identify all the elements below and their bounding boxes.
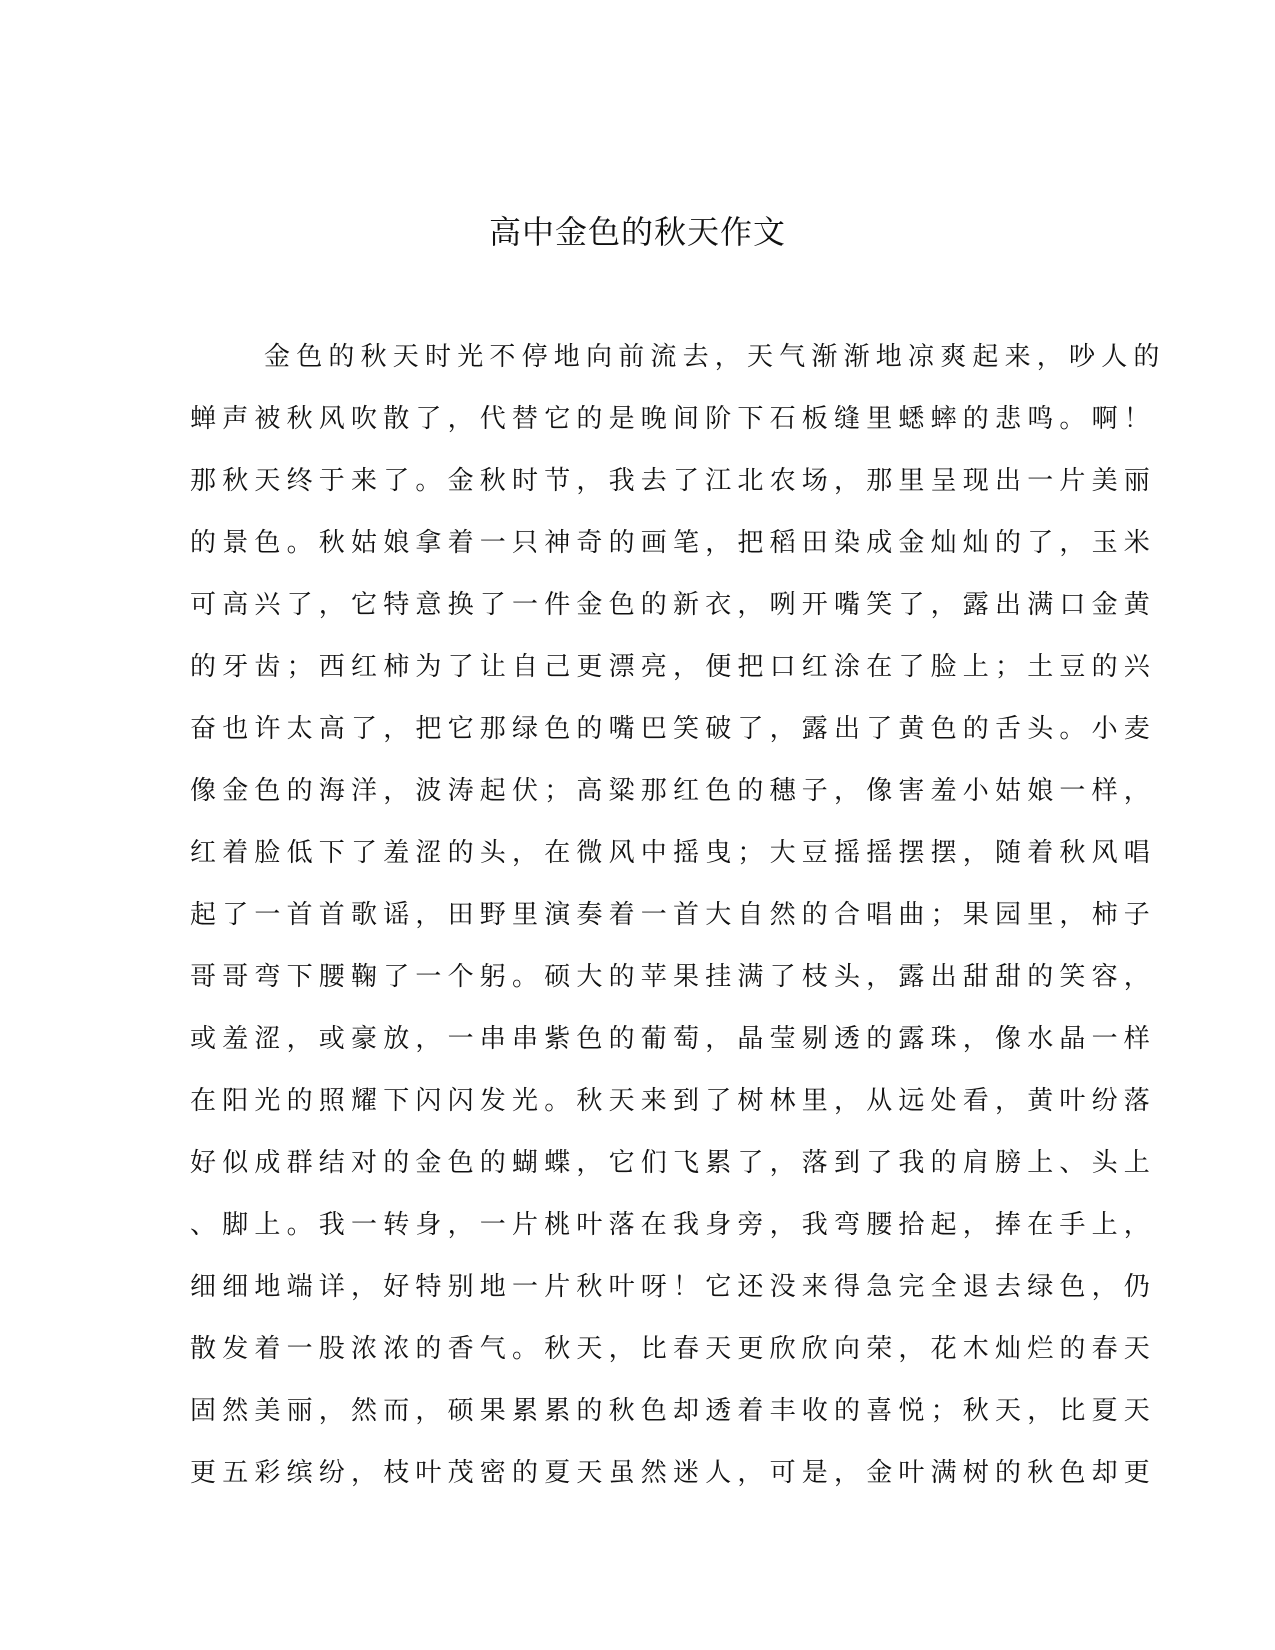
essay-line: 好似成群结对的金色的蝴蝶，它们飞累了，落到了我的肩膀上、头上 xyxy=(190,1148,1157,1178)
essay-line: 红着脸低下了羞涩的头，在微风中摇曳；大豆摇摇摆摆，随着秋风唱 xyxy=(190,838,1157,868)
essay-line: 固然美丽，然而，硕果累累的秋色却透着丰收的喜悦；秋天，比夏天 xyxy=(190,1396,1157,1426)
essay-line: 那秋天终于来了。金秋时节，我去了江北农场，那里呈现出一片美丽 xyxy=(190,466,1157,496)
essay-line: 细细地端详，好特别地一片秋叶呀！它还没来得急完全退去绿色，仍 xyxy=(190,1272,1157,1302)
essay-line: 的牙齿；西红柿为了让自己更漂亮，便把口红涂在了脸上；土豆的兴 xyxy=(190,652,1157,682)
essay-line: 更五彩缤纷，枝叶茂密的夏天虽然迷人，可是，金叶满树的秋色却更 xyxy=(190,1458,1157,1488)
essay-line: 哥哥弯下腰鞠了一个躬。硕大的苹果挂满了枝头，露出甜甜的笑容， xyxy=(190,962,1157,992)
essay-line: 像金色的海洋，波涛起伏；高粱那红色的穗子，像害羞小姑娘一样， xyxy=(190,776,1157,806)
essay-line: 、脚上。我一转身，一片桃叶落在我身旁，我弯腰拾起，捧在手上， xyxy=(190,1210,1157,1240)
document-title: 高中金色的秋天作文 xyxy=(488,213,786,251)
essay-line: 蝉声被秋风吹散了，代替它的是晚间阶下石板缝里蟋蟀的悲鸣。啊！ xyxy=(190,404,1157,434)
essay-line: 奋也许太高了，把它那绿色的嘴巴笑破了，露出了黄色的舌头。小麦 xyxy=(190,714,1157,744)
essay-line: 金色的秋天时光不停地向前流去，天气渐渐地凉爽起来，吵人的 xyxy=(264,342,1166,372)
essay-body xyxy=(190,326,1166,1504)
essay-line: 或羞涩，或豪放，一串串紫色的葡萄，晶莹剔透的露珠，像水晶一样 xyxy=(190,1024,1157,1054)
essay-line: 在阳光的照耀下闪闪发光。秋天来到了树林里，从远处看，黄叶纷落 xyxy=(190,1086,1157,1116)
essay-line: 的景色。秋姑娘拿着一只神奇的画笔，把稻田染成金灿灿的了，玉米 xyxy=(190,528,1157,558)
essay-line: 可高兴了，它特意换了一件金色的新衣，咧开嘴笑了，露出满口金黄 xyxy=(190,590,1157,620)
essay-line: 起了一首首歌谣，田野里演奏着一首大自然的合唱曲；果园里，柿子 xyxy=(190,900,1157,930)
essay-line: 散发着一股浓浓的香气。秋天，比春天更欣欣向荣，花木灿烂的春天 xyxy=(190,1334,1157,1364)
